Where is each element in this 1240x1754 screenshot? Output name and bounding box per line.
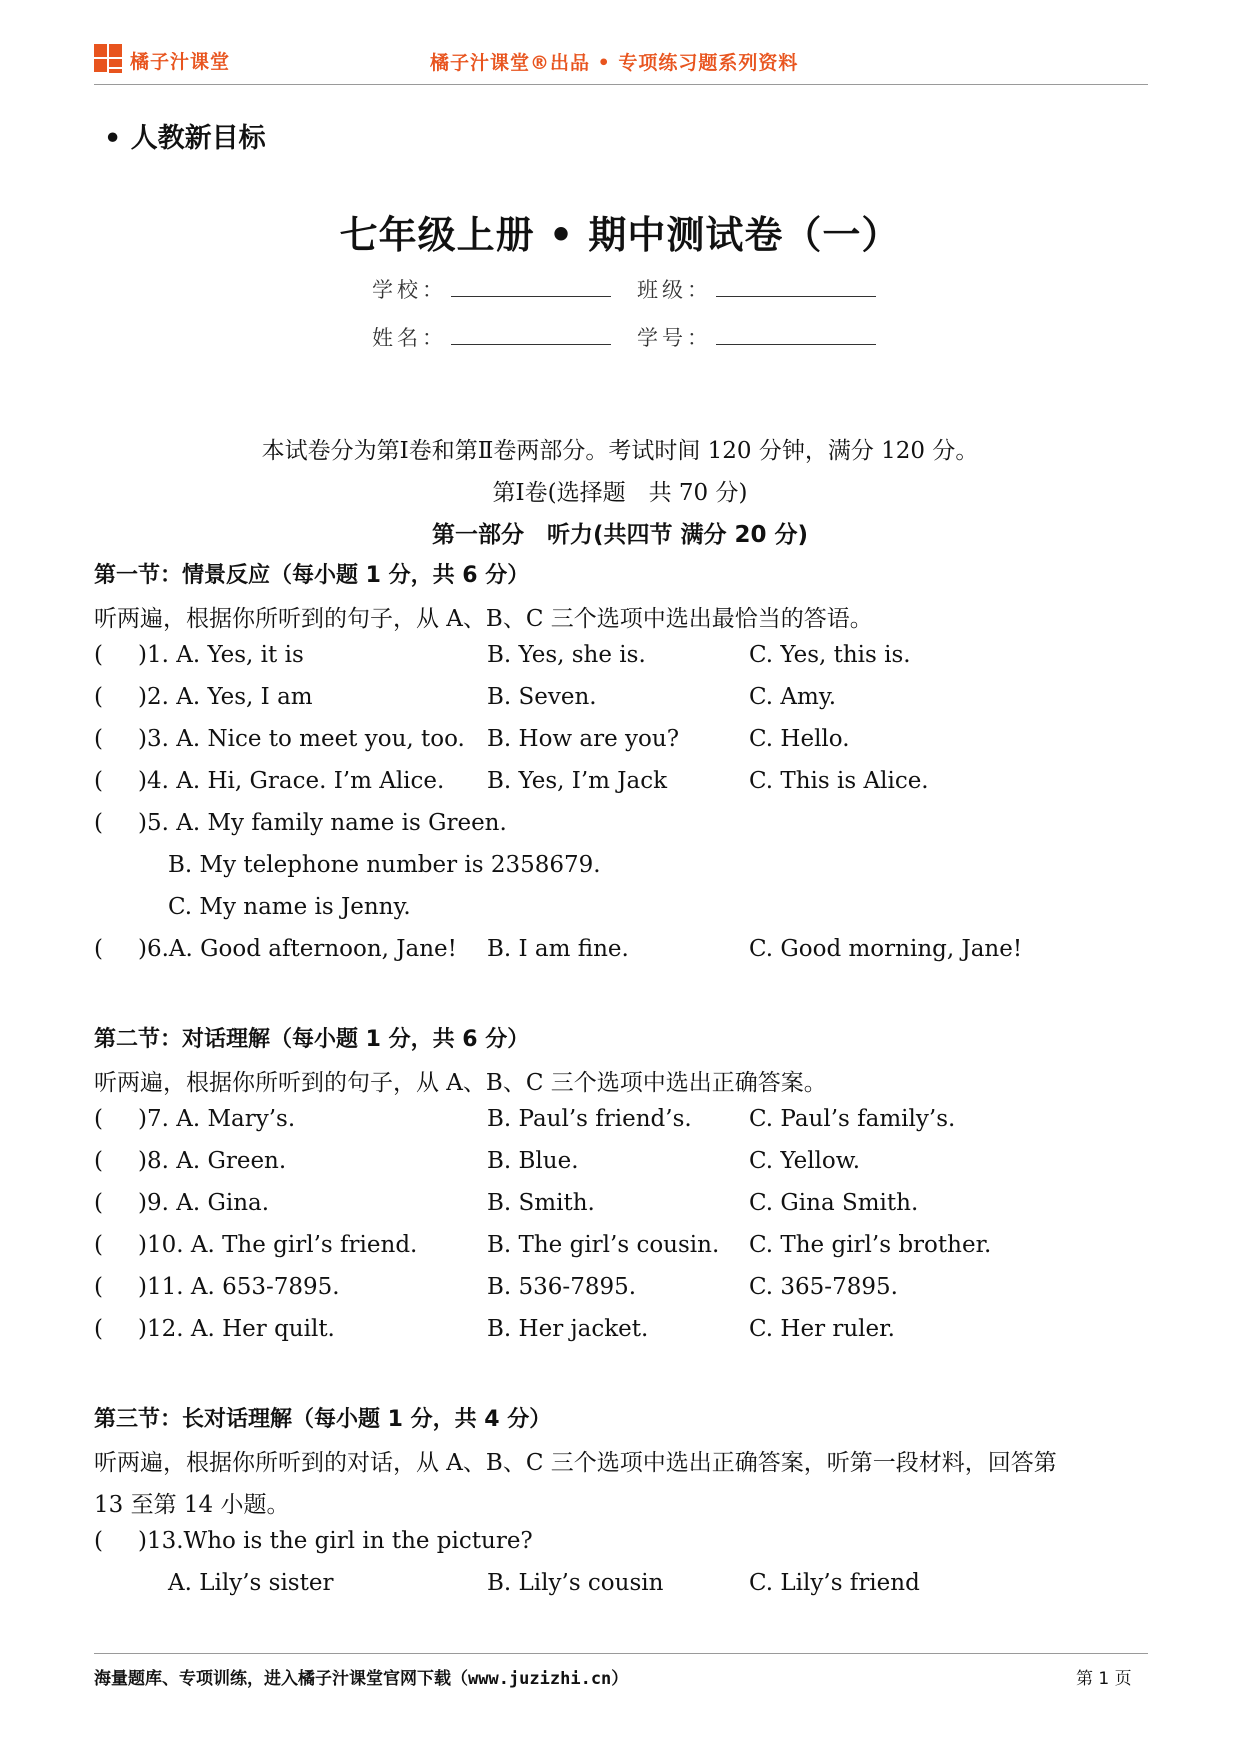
question-4 (94, 768, 1154, 802)
intro-text: 本试卷分为第Ⅰ卷和第Ⅱ卷两部分。考试时间 120 分钟，满分 120 分。 (261, 438, 979, 464)
option-b: B. Yes, I’m Jack (487, 768, 668, 794)
class-blank[interactable] (716, 278, 876, 297)
option-b: B. I am fine. (487, 936, 629, 962)
edition-tag: • 人教新目标 (104, 123, 266, 154)
question-stem: )5. A. My family name is Green. (138, 810, 507, 836)
section-1-instruction: 听两遍，根据你所听到的句子，从 A、B、C 三个选项中选出最恰当的答语。 (94, 606, 873, 632)
option-b: B. Yes, she is. (487, 642, 646, 668)
name-label: 姓名： (372, 326, 447, 350)
question-stem: )13.Who is the girl in the picture? (138, 1528, 533, 1554)
part-heading: 第一部分 听力(共四节 满分 20 分) (431, 522, 809, 548)
fields-row-1 (372, 274, 902, 304)
footer-divider (94, 1653, 1148, 1654)
question-stem: )8. A. Green. (138, 1148, 287, 1174)
question-2 (94, 684, 1154, 718)
question-stem: )7. A. Mary’s. (138, 1106, 296, 1132)
name-blank[interactable] (451, 326, 611, 345)
answer-paren[interactable]: ( (94, 1148, 103, 1174)
name-field (372, 322, 637, 352)
section-1-title: 第一节：情景反应（每小题 1 分，共 6 分） (94, 563, 530, 588)
option-b: B. Her jacket. (487, 1316, 649, 1342)
section-3-instruction-line-2: 13 至第 14 小题。 (94, 1492, 290, 1518)
option-c: C. Paul’s family’s. (749, 1106, 956, 1132)
school-field (372, 274, 637, 304)
answer-paren[interactable]: ( (94, 936, 103, 962)
answer-paren[interactable]: ( (94, 642, 103, 668)
option-b: B. Paul’s friend’s. (487, 1106, 692, 1132)
option-b: B. The girl’s cousin. (487, 1232, 720, 1258)
answer-paren[interactable]: ( (94, 1274, 103, 1300)
option-c: C. Her ruler. (749, 1316, 895, 1342)
answer-paren[interactable]: ( (94, 1190, 103, 1216)
class-label: 班级： (637, 278, 712, 302)
logo (94, 44, 230, 76)
question-stem: )11. A. 653-7895. (138, 1274, 340, 1300)
answer-paren[interactable]: ( (94, 1232, 103, 1258)
option-a: A. Lily’s sister (168, 1570, 334, 1596)
footer-website-text: 海量题库、专项训练，进入橘子汁课堂官网下载（www.juzizhi.cn） (94, 1669, 629, 1689)
option-b: B. Blue. (487, 1148, 579, 1174)
question-13-options (94, 1570, 1154, 1604)
question-stem: )2. A. Yes, I am (138, 684, 313, 710)
number-blank[interactable] (716, 326, 876, 345)
question-stem: )9. A. Gina. (138, 1190, 270, 1216)
school-blank[interactable] (451, 278, 611, 297)
answer-paren[interactable]: ( (94, 726, 103, 752)
logo-icon (94, 44, 124, 76)
question-9 (94, 1190, 1154, 1224)
option-c: C. Yellow. (749, 1148, 861, 1174)
option-c: C. Good morning, Jane! (749, 936, 1023, 962)
question-13 (94, 1528, 1154, 1562)
volume-heading: 第Ⅰ卷(选择题 共 70 分) (492, 480, 748, 506)
answer-paren[interactable]: ( (94, 1528, 103, 1554)
option-c: C. Gina Smith. (749, 1190, 919, 1216)
option-b: B. Seven. (487, 684, 597, 710)
section-3-title: 第三节：长对话理解（每小题 1 分，共 4 分） (94, 1407, 552, 1432)
fields-row-2 (372, 322, 902, 352)
option-c: C. 365-7895. (749, 1274, 898, 1300)
option-c: C. The girl’s brother. (749, 1232, 992, 1258)
question-stem: )3. A. Nice to meet you, too. (138, 726, 465, 752)
section-2-title: 第二节：对话理解（每小题 1 分，共 6 分） (94, 1027, 530, 1052)
option-c: C. Yes, this is. (749, 642, 911, 668)
header-title: 橘子汁课堂®出品 • 专项练习题系列资料 (430, 52, 799, 74)
header-divider (94, 84, 1148, 85)
option-c: C. Hello. (749, 726, 850, 752)
page-title: 七年级上册 • 期中测试卷（一） (339, 213, 901, 257)
question-5-option-b: B. My telephone number is 2358679. (168, 852, 601, 878)
question-12 (94, 1316, 1154, 1350)
section-3-instruction-line-1: 听两遍，根据你所听到的对话，从 A、B、C 三个选项中选出正确答案，听第一段材料，回答第 (94, 1450, 1057, 1476)
question-5 (94, 810, 1154, 844)
answer-paren[interactable]: ( (94, 768, 103, 794)
question-3 (94, 726, 1154, 760)
option-b: B. How are you? (487, 726, 680, 752)
section-2-instruction: 听两遍，根据你所听到的句子，从 A、B、C 三个选项中选出正确答案。 (94, 1070, 827, 1096)
number-field (637, 322, 902, 352)
answer-paren[interactable]: ( (94, 1316, 103, 1342)
question-10 (94, 1232, 1154, 1266)
question-6 (94, 936, 1154, 970)
question-stem: )6.A. Good afternoon, Jane! (138, 936, 457, 962)
number-label: 学号： (637, 326, 712, 350)
question-8 (94, 1148, 1154, 1182)
page-number: 第 1 页 (1076, 1669, 1132, 1689)
question-7 (94, 1106, 1154, 1140)
question-stem: )1. A. Yes, it is (138, 642, 304, 668)
question-stem: )12. A. Her quilt. (138, 1316, 335, 1342)
page-header (94, 40, 1148, 84)
question-stem: )4. A. Hi, Grace. I’m Alice. (138, 768, 445, 794)
option-c: C. Amy. (749, 684, 837, 710)
question-1 (94, 642, 1154, 676)
option-c: C. This is Alice. (749, 768, 929, 794)
logo-text: 橘子汁课堂 (130, 50, 231, 73)
option-b: B. 536-7895. (487, 1274, 637, 1300)
option-b: B. Smith. (487, 1190, 595, 1216)
question-11 (94, 1274, 1154, 1308)
question-5-option-c: C. My name is Jenny. (168, 894, 411, 920)
answer-paren[interactable]: ( (94, 684, 103, 710)
option-c: C. Lily’s friend (749, 1570, 920, 1596)
question-stem: )10. A. The girl’s friend. (138, 1232, 418, 1258)
school-label: 学校： (372, 278, 447, 302)
answer-paren[interactable]: ( (94, 810, 103, 836)
class-field (637, 274, 902, 304)
answer-paren[interactable]: ( (94, 1106, 103, 1132)
option-b: B. Lily’s cousin (487, 1570, 664, 1596)
